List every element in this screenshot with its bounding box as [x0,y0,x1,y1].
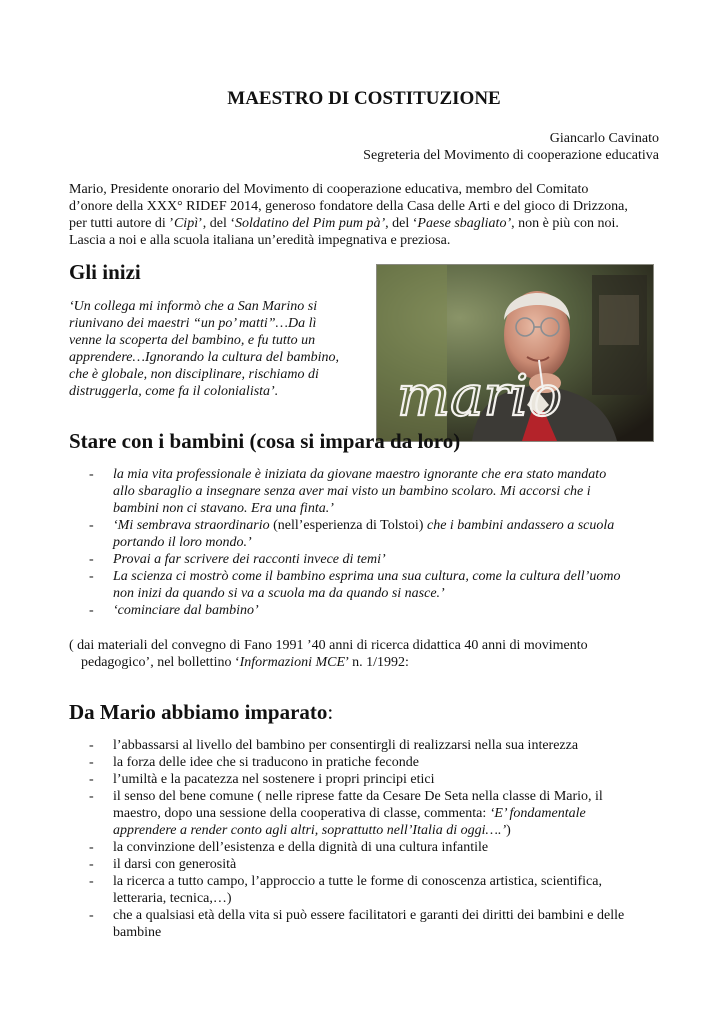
quote-inizi [69,298,369,400]
item-line: la convinzione dell’esistenza e della dignità di una cultura infantile [113,840,489,855]
intro-line: Lascia a noi e alla scuola italiana un’eredità impegnativa e preziosa. [69,233,451,248]
item-line: il senso del bene comune ( nelle riprese fatte da Cesare De Seta nella classe di Mario, il [113,789,603,804]
item-line: l’umiltà e la pacatezza nel sostenere i propri principi etici [113,772,435,787]
bullet-dash: - [89,840,94,855]
list-item [69,788,659,839]
item-line: bambine [113,925,162,940]
bullet-dash: - [89,467,94,482]
bullet-dash: - [89,518,94,533]
list-item [69,568,659,602]
author-block [363,130,659,164]
bullet-dash: - [89,789,94,804]
quote-line: apprendere…Ignorando la cultura del bambino, [69,350,339,365]
bullet-dash: - [89,552,94,567]
item-line: che a qualsiasi età della vita si può essere facilitatori e garanti dei diritti dei bambini e delle [113,908,625,923]
item-line: la forza delle idee che si traducono in pratiche feconde [113,755,419,770]
intro-line: Mario, Presidente onorario del Movimento di cooperazione educativa, membro del Comitato [69,182,589,197]
item-line [113,822,659,839]
list-item [69,873,659,907]
document-page [69,0,659,1024]
list-item [69,856,659,873]
quote-line: riunivano dei maestri “un po’ matti”…Da lì [69,316,317,331]
bullet-dash: - [89,908,94,923]
list-item [69,602,659,619]
source-line: ( dai materiali del convegno di Fano 1991 ’40 anni di ricerca didattica 40 anni di movimento [69,638,588,653]
quote-line: ‘Un collega mi informò che a San Marino si [69,299,318,314]
item-line [113,517,659,534]
intro-line: d’onore della XXX° RIDEF 2014, generoso fondatore della Casa delle Arti e del gioco di Drizzona, [69,199,628,214]
item-text: apprendere a render conto agli altri, soprattutto nell’Italia di oggi….’ [113,823,507,838]
portrait-photo [376,264,654,442]
item-line: Provai a far scrivere dei racconti invece di temi’ [113,552,386,567]
item-line: bambini non ci stavano. Era una finta.’ [113,501,334,516]
intro-text: , non è più con noi. [511,216,619,231]
item-line [113,805,659,822]
bullet-dash: - [89,738,94,753]
item-line: non inizi da quando si va a scuola ma da quando si nasce.’ [113,586,445,601]
item-line: la mia vita professionale è iniziata da giovane maestro ignorante che era stato mandato [113,467,607,482]
section-heading-imparato [69,700,334,724]
bullet-dash: - [89,772,94,787]
item-line: la ricerca a tutto campo, l’approccio a tutte le forme di conoscenza artistica, scientifica, [113,874,602,889]
intro-line [69,215,659,232]
heading-text: Da Mario abbiamo imparato [69,700,328,724]
list-item [69,754,659,771]
handwritten-mario: mario [397,364,562,429]
list-item [69,771,659,788]
item-text: ‘E’ fondamentale [489,806,586,821]
source-line [69,654,659,671]
bullet-dash: - [89,603,94,618]
bullet-dash: - [89,857,94,872]
item-line: il darsi con generosità [113,857,237,872]
list-item [69,551,659,568]
quote-line: venne la scoperta del bambino, e fu tutto un [69,333,316,348]
item-line: letteraria, tecnica,…) [113,891,232,906]
author-name: Giancarlo Cavinato [549,131,659,146]
item-line: portando il loro mondo.’ [113,535,252,550]
bulletin-title: Informazioni MCE [239,655,346,670]
intro-text: ’, del ‘ [198,216,236,231]
bullet-dash: - [89,874,94,889]
list-item [69,466,659,517]
heading-colon: : [327,700,334,724]
list-item [69,737,659,754]
source-note [69,637,659,671]
item-line: l’abbassarsi al livello del bambino per consentirgli di realizzarsi nella sua interezza [113,738,579,753]
list-stare [69,466,659,619]
book-title-paese: Paese sbagliato’ [417,216,512,231]
item-line: allo sbaraglio a insegnare senza aver mai visto un bambino scolaro. Mi accorsi che i [113,484,591,499]
source-text: ’ n. 1/1992: [345,655,409,670]
portrait-illustration [377,265,653,441]
list-item [69,839,659,856]
bullet-dash: - [89,755,94,770]
author-role: Segreteria del Movimento di cooperazione educativa [363,148,659,163]
item-line: ‘cominciare dal bambino’ [113,603,259,618]
section-heading-inizi: Gli inizi [69,260,141,284]
source-text: pedagogico’, nel bollettino ‘ [81,655,240,670]
bullet-dash: - [89,569,94,584]
item-text: maestro, dopo una sessione della cooperativa di classe, commenta: [113,806,490,821]
list-item [69,517,659,551]
item-text: che i bambini andassero a scuola [426,518,615,533]
quote-line: che è globale, non disciplinare, rischiamo di [69,367,319,382]
intro-text: per tutti autore di ’ [69,216,174,231]
item-text: ) [506,823,511,838]
quote-line: distruggerla, come fa il colonialista’. [69,384,279,399]
item-text: (nell’esperienza di Tolstoi) [269,518,427,533]
list-imparato [69,737,659,941]
intro-paragraph [69,181,659,249]
book-title-cipi: Cipì [173,216,199,231]
intro-text: , del ‘ [385,216,418,231]
list-item [69,907,659,941]
item-line: La scienza ci mostrò come il bambino esprima una sua cultura, come la cultura dell’uomo [113,569,621,584]
item-text: ‘Mi sembrava straordinario [113,518,270,533]
page-title: MAESTRO DI COSTITUZIONE [227,88,501,109]
section-heading-stare: Stare con i bambini (cosa si impara da loro) [69,429,461,453]
book-title-soldatino: Soldatino del Pim pum pà’ [235,216,386,231]
